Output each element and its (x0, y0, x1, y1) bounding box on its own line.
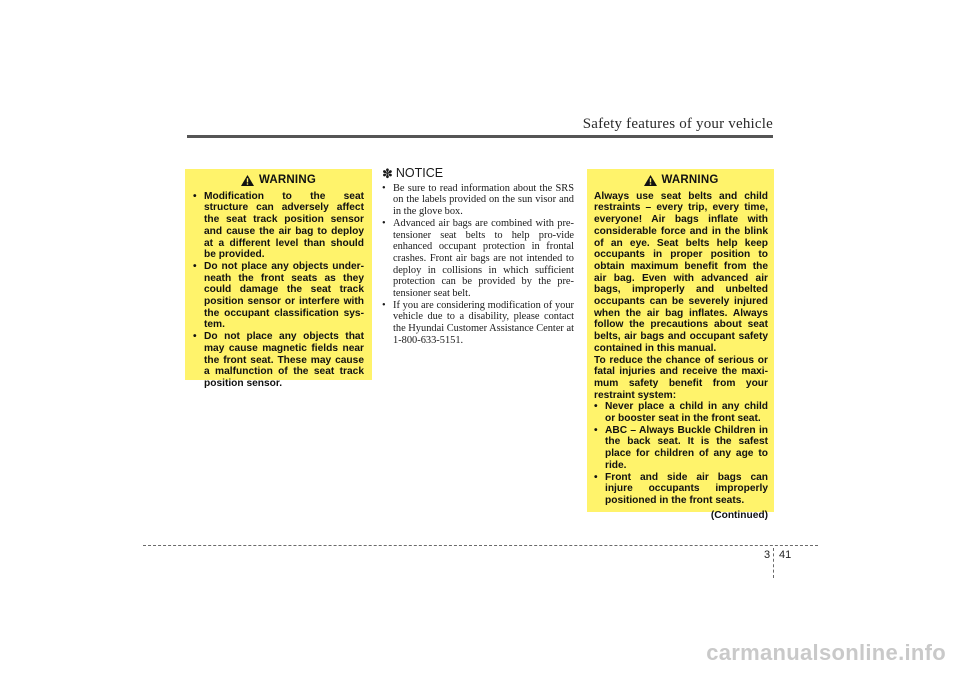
notice-star-icon: ✽ (382, 166, 393, 181)
notice-heading (382, 168, 574, 180)
list-item: • Be sure to read information about the SRS on the labels provided on the sun visor and in the glove box. (382, 183, 574, 218)
page-number-divider (773, 548, 774, 578)
right-warning-paragraph-1: Always use seat belts and child restraints – every trip, every time, everyone! Air bags inflate with considerable force and in the blink of an eye. Seat belts help keep occupants in proper position to obtain maximum benefit from the air bag. Even with advanced air bags, improperly and unbelted occupants can be severely injured when the air bag inflates. Always follow the precautions about seat belts, air bags and occupant safety contained in this manual. (594, 190, 768, 354)
page-header-title: Safety features of your vehicle (582, 116, 773, 132)
list-item: • Never place a child in any child or booster seat in the front seat. (594, 401, 768, 424)
list-item: • Advanced air bags are combined with pre-tensioner seat belts to help pro-vide enhanced occupant protection in frontal crashes. Front air bags are not intended to deploy in collisions in which sufficient protection can be provided by the pre-tensioner seat belt. (382, 218, 574, 300)
right-warning-title: WARNING (661, 174, 719, 186)
page-number: 41 (779, 549, 792, 561)
footer-rule (143, 545, 818, 546)
notice-list (382, 183, 574, 347)
right-warning-list (594, 401, 768, 506)
watermark: carmanualsonline.info (706, 640, 946, 665)
list-item: • Do not place any objects under-neath the front seats as they could damage the seat track position sensor or interfere with the occupant classification sys-tem. (193, 261, 364, 331)
list-item: • Front and side air bags can injure occupants improperly positioned in the front seats. (594, 472, 768, 507)
right-warning-header (594, 175, 768, 187)
right-warning-box (587, 169, 774, 521)
right-warning-paragraph-2: To reduce the chance of serious or fatal injuries and receive the maxi-mum safety benefit from your restraint system: (594, 354, 768, 401)
header-rule (187, 135, 773, 138)
notice-section (382, 168, 574, 347)
left-warning-box (185, 169, 372, 389)
left-warning-header (193, 175, 364, 187)
list-item: • Modification to the seat structure can adversely affect the seat track position sensor and cause the air bag to deploy at a different level than should be provided. (193, 191, 364, 261)
list-item: • Do not place any objects that may cause magnetic fields near the front seat. These may cause a malfunction of the seat track position sensor. (193, 331, 364, 390)
warning-triangle-icon (241, 175, 254, 186)
list-item: • ABC – Always Buckle Children in the back seat. It is the safest place for children of any age to ride. (594, 425, 768, 472)
chapter-number: 3 (764, 549, 771, 561)
warning-triangle-icon (644, 175, 657, 186)
continued-label: (Continued) (710, 509, 768, 521)
left-warning-list (193, 191, 364, 390)
left-warning-title: WARNING (259, 174, 316, 186)
list-item: • If you are considering modification of your vehicle due to a disability, please contact the Hyundai Customer Assistance Center at 1-800-633-5151. (382, 300, 574, 347)
notice-title: NOTICE (395, 166, 444, 180)
